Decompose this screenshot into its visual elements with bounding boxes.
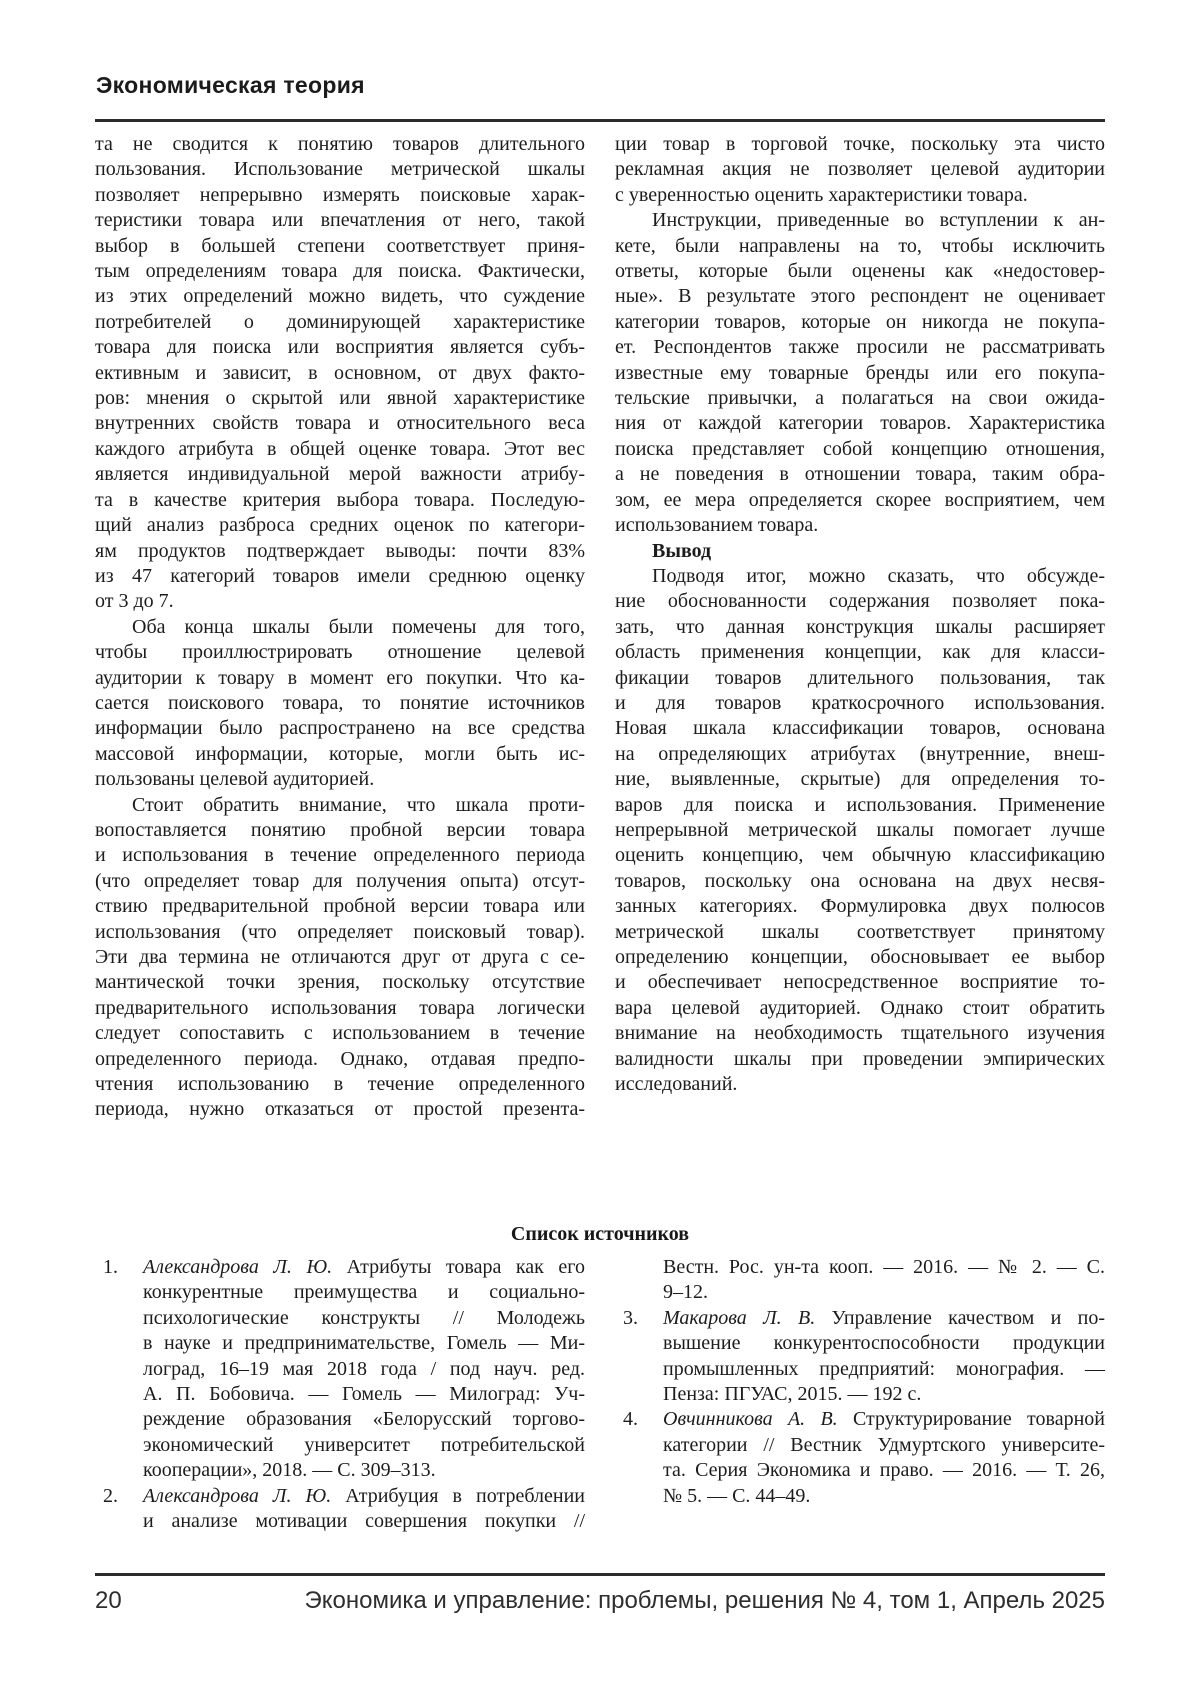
text-line: ективным и зависит, в основном, от двух факто- (95, 361, 585, 384)
text-line: зать, что данная конструкция шкалы расширяет (615, 615, 1105, 638)
reference-item (615, 1255, 1105, 1306)
text-line: пользованы целевой аудиторией. (95, 768, 375, 791)
text-line: сается поискового товара, то понятие источников (95, 691, 585, 714)
text-line: экономический университет потребительской (143, 1433, 585, 1456)
text-line: тельские привычки, а полагаться на свои ожида- (615, 387, 1105, 410)
reference-number: 1. (103, 1256, 118, 1278)
text-line: внимание на необходимость тщательного изучения (615, 1022, 1105, 1045)
text-line: определенного периода. Однако, отдавая предпо- (95, 1047, 585, 1070)
references-column-left (95, 1255, 585, 1534)
text-line: товара для поиска или восприятия является субъ- (95, 336, 585, 359)
reference-number: 4. (623, 1408, 638, 1431)
references-columns (95, 1255, 1105, 1534)
text-line: непрерывной метрической шкалы помогает лучше (615, 818, 1105, 841)
text-line: ции товар в торговой точке, поскольку эта чисто (615, 133, 1105, 155)
text-line: внутренних свойств товара и относительного веса (95, 412, 585, 435)
text-line: Пенза: ПГУАС, 2015. — 192 с. (663, 1383, 922, 1406)
text-line: ям продуктов подтверждает выводы: почти 83% (95, 539, 585, 562)
text-line: исследований. (615, 1073, 738, 1096)
text-line: категории // Вестник Удмуртского университе- (663, 1433, 1105, 1456)
text-line: и для товаров краткосрочного использования. (615, 691, 1105, 714)
text-line: от 3 до 7. (95, 590, 174, 613)
text-line: является индивидуальной мерой важности атрибу- (95, 463, 585, 486)
text-line: щий анализ разброса средних оценок по категори- (95, 514, 585, 537)
footer-rule (95, 1573, 1105, 1576)
text-line: ствию предварительной пробной версии товара или (95, 895, 585, 918)
text-line: мантической точки зрения, поскольку отсутствие (95, 971, 585, 994)
paragraph (95, 132, 585, 615)
text-line: чтобы проиллюстрировать отношение целевой (95, 641, 585, 664)
text-line: метрической шкалы соответствует принятому (615, 920, 1105, 943)
paragraph (95, 793, 585, 1123)
reference-item (95, 1484, 585, 1535)
text-line: оценить концепцию, чем обычную классификацию (615, 844, 1105, 867)
text-line: вара целевой аудиторией. Однако стоит обратить (615, 996, 1105, 1019)
text-line: занных категориях. Формулировка двух полюсов (615, 895, 1105, 918)
text-line: следует сопоставить с использованием в течение (95, 1022, 585, 1045)
text-line: вопоставляется понятию пробной версии товара (95, 818, 585, 841)
text-column-right (615, 132, 1105, 1097)
text-line: и анализе мотивации совершения покупки // (143, 1510, 585, 1533)
text-line: Подводя итог, можно сказать, что обсужде- (652, 564, 1105, 587)
text-line: ров: мнения о скрытой или явной характеристике (95, 387, 585, 410)
text-column-left (95, 132, 585, 1123)
text-line: позволяет непрерывно измерять поисковые харак- (95, 183, 585, 206)
text-line: из 47 категорий товаров имели среднюю оценку (95, 564, 585, 587)
text-line: зом, ее мера определяется скорее восприятием, чем (615, 488, 1105, 511)
text-line: известные ему товарные бренды или его покупа- (615, 361, 1105, 384)
reference-author: Овчинникова А. В. (663, 1408, 853, 1431)
text-line: Александрова Л. Ю. Атрибуция в потреблении (143, 1484, 586, 1507)
text-line: а не поведения в отношении товара, таким обра- (615, 463, 1105, 486)
text-line: ответы, которые были оценены как «недостовер- (615, 260, 1105, 283)
text-line: предварительного использования товара логически (95, 996, 585, 1019)
paragraph (615, 564, 1105, 1098)
reference-item (615, 1306, 1105, 1408)
text-line: товаров, поскольку она основана на двух несвя- (615, 869, 1105, 892)
text-line: чтения использованию в течение определенного (95, 1073, 585, 1096)
text-line: реждение образования «Белорусский торгово- (143, 1408, 585, 1431)
text-line: ние обоснованности содержания позволяет пока- (615, 590, 1105, 613)
text-line: ные». В результате этого респондент не оценивает (615, 285, 1105, 308)
text-line: та в качестве критерия выбора товара. Последую- (95, 488, 585, 511)
text-line: категории товаров, которые он никогда не покупа- (615, 310, 1105, 333)
section-header: Экономическая теория (96, 72, 365, 98)
text-line: Стоит обратить внимание, что шкала проти- (132, 793, 585, 816)
text-line: тым определениям товара для поиска. Фактически, (95, 260, 585, 283)
text-line: с уверенностью оценить характеристики товара. (615, 183, 1028, 206)
text-line: теристики товара или впечатления от него, такой (95, 209, 585, 232)
text-line: кете, были направлены на то, чтобы исключить (615, 234, 1105, 257)
text-line: аудитории к товару в момент его покупки. Что ка- (95, 666, 585, 689)
text-line: ние, выявленные, скрытые) для определения то- (615, 768, 1105, 791)
paragraph (95, 615, 585, 793)
text-line: № 5. — С. 44–49. (663, 1484, 811, 1507)
text-line: ния от каждой категории товаров. Характеристика (615, 412, 1105, 435)
text-line: Инструкции, приведенные во вступлении к ан- (652, 209, 1105, 232)
journal-info: Экономика и управление: проблемы, решения № 4, том 1, Апрель 2025 (304, 1587, 1105, 1614)
reference-number: 2. (103, 1484, 118, 1507)
text-line: из этих определений можно видеть, что суждение (95, 285, 585, 308)
page-number: 20 (95, 1587, 122, 1614)
text-line: промышленных предприятий: монография. — (663, 1357, 1105, 1380)
text-line: рекламная акция не позволяет целевой аудитории (615, 158, 1105, 181)
text-line: использованием товара. (615, 514, 819, 537)
text-line: область применения концепции, как для класси- (615, 641, 1105, 664)
text-line: та. Серия Экономика и право. — 2016. — Т. 26, (663, 1459, 1105, 1482)
text-line: варов для поиска и использования. Применение (615, 793, 1105, 816)
text-line: Оба конца шкалы были помечены для того, (132, 615, 585, 638)
text-line: (что определяет товар для получения опыта) отсут- (95, 869, 585, 892)
text-line: Александрова Л. Ю. Атрибуты товара как его (143, 1256, 585, 1278)
footer (95, 1587, 1105, 1615)
references-column-right (615, 1255, 1105, 1534)
text-line: потребителей о доминирующей характеристике (95, 310, 585, 333)
text-line: массовой информации, которые, могли быть ис- (95, 742, 585, 765)
text-line: Овчинникова А. В. Структурирование товарной (663, 1408, 1105, 1431)
text-line: использования (что определяет поисковый товар). (95, 920, 585, 943)
reference-item (615, 1407, 1105, 1509)
text-line: периода, нужно отказаться от простой презента- (95, 1098, 585, 1121)
paragraph (615, 208, 1105, 538)
text-line: Макарова Л. В. Управление качеством и по- (663, 1306, 1105, 1329)
reference-author: Макарова Л. В. (663, 1306, 832, 1329)
text-line: А. П. Бобовича. — Гомель — Милоград: Уч- (143, 1383, 585, 1406)
reference-number: 3. (623, 1306, 638, 1329)
text-line: та не сводится к понятию товаров длительного (95, 133, 585, 155)
reference-author: Александрова Л. Ю. (143, 1256, 347, 1278)
text-line: конкурентные преимущества и социально- (143, 1281, 585, 1304)
text-line: лоград, 16–19 мая 2018 года / под науч. ред. (143, 1357, 585, 1380)
text-line: валидности шкалы при проведении эмпирических (615, 1047, 1105, 1070)
text-line: кооперации», 2018. — С. 309–313. (143, 1459, 436, 1482)
text-line: ет. Респондентов также просили не рассматривать (615, 336, 1105, 359)
reference-item (95, 1255, 585, 1484)
text-line: определению концепции, обосновывает ее выбор (615, 946, 1105, 968)
text-line: информации было распространено на все средства (95, 717, 585, 740)
subheading: Вывод (652, 539, 712, 562)
reference-author: Александрова Л. Ю. (143, 1484, 346, 1507)
header-rule (95, 119, 1105, 122)
text-line: каждого атрибута в общей оценке товара. Этот вес (95, 437, 585, 460)
text-line: поиска представляет собой концепцию отношения, (615, 437, 1105, 460)
text-line: на определяющих атрибутах (внутренние, внеш- (615, 742, 1105, 765)
text-line: Вестн. Рос. ун-та кооп. — 2016. — № 2. — С. (663, 1256, 1105, 1278)
references-section (95, 1222, 1105, 1534)
references-title: Список источников (510, 1223, 690, 1245)
text-line: вышение конкурентоспособности продукции (663, 1332, 1105, 1355)
paragraph (615, 132, 1105, 208)
text-line: и использования в течение определенного периода (95, 844, 585, 867)
text-line: Эти два термина не отличаются друг от друга с се- (95, 946, 585, 968)
text-line: пользования. Использование метрической шкалы (95, 158, 585, 181)
text-line: в науке и предпринимательстве, Гомель — Ми- (143, 1332, 585, 1355)
text-line: 9–12. (663, 1281, 708, 1304)
text-line: выбор в большей степени соответствует приня- (95, 234, 585, 257)
text-line: Новая шкала классификации товаров, основана (615, 717, 1105, 740)
text-line: и обеспечивает непосредственное восприятие то- (615, 971, 1105, 994)
text-line: фикации товаров длительного пользования, так (615, 666, 1105, 689)
text-line: психологические конструкты // Молодежь (143, 1306, 585, 1329)
